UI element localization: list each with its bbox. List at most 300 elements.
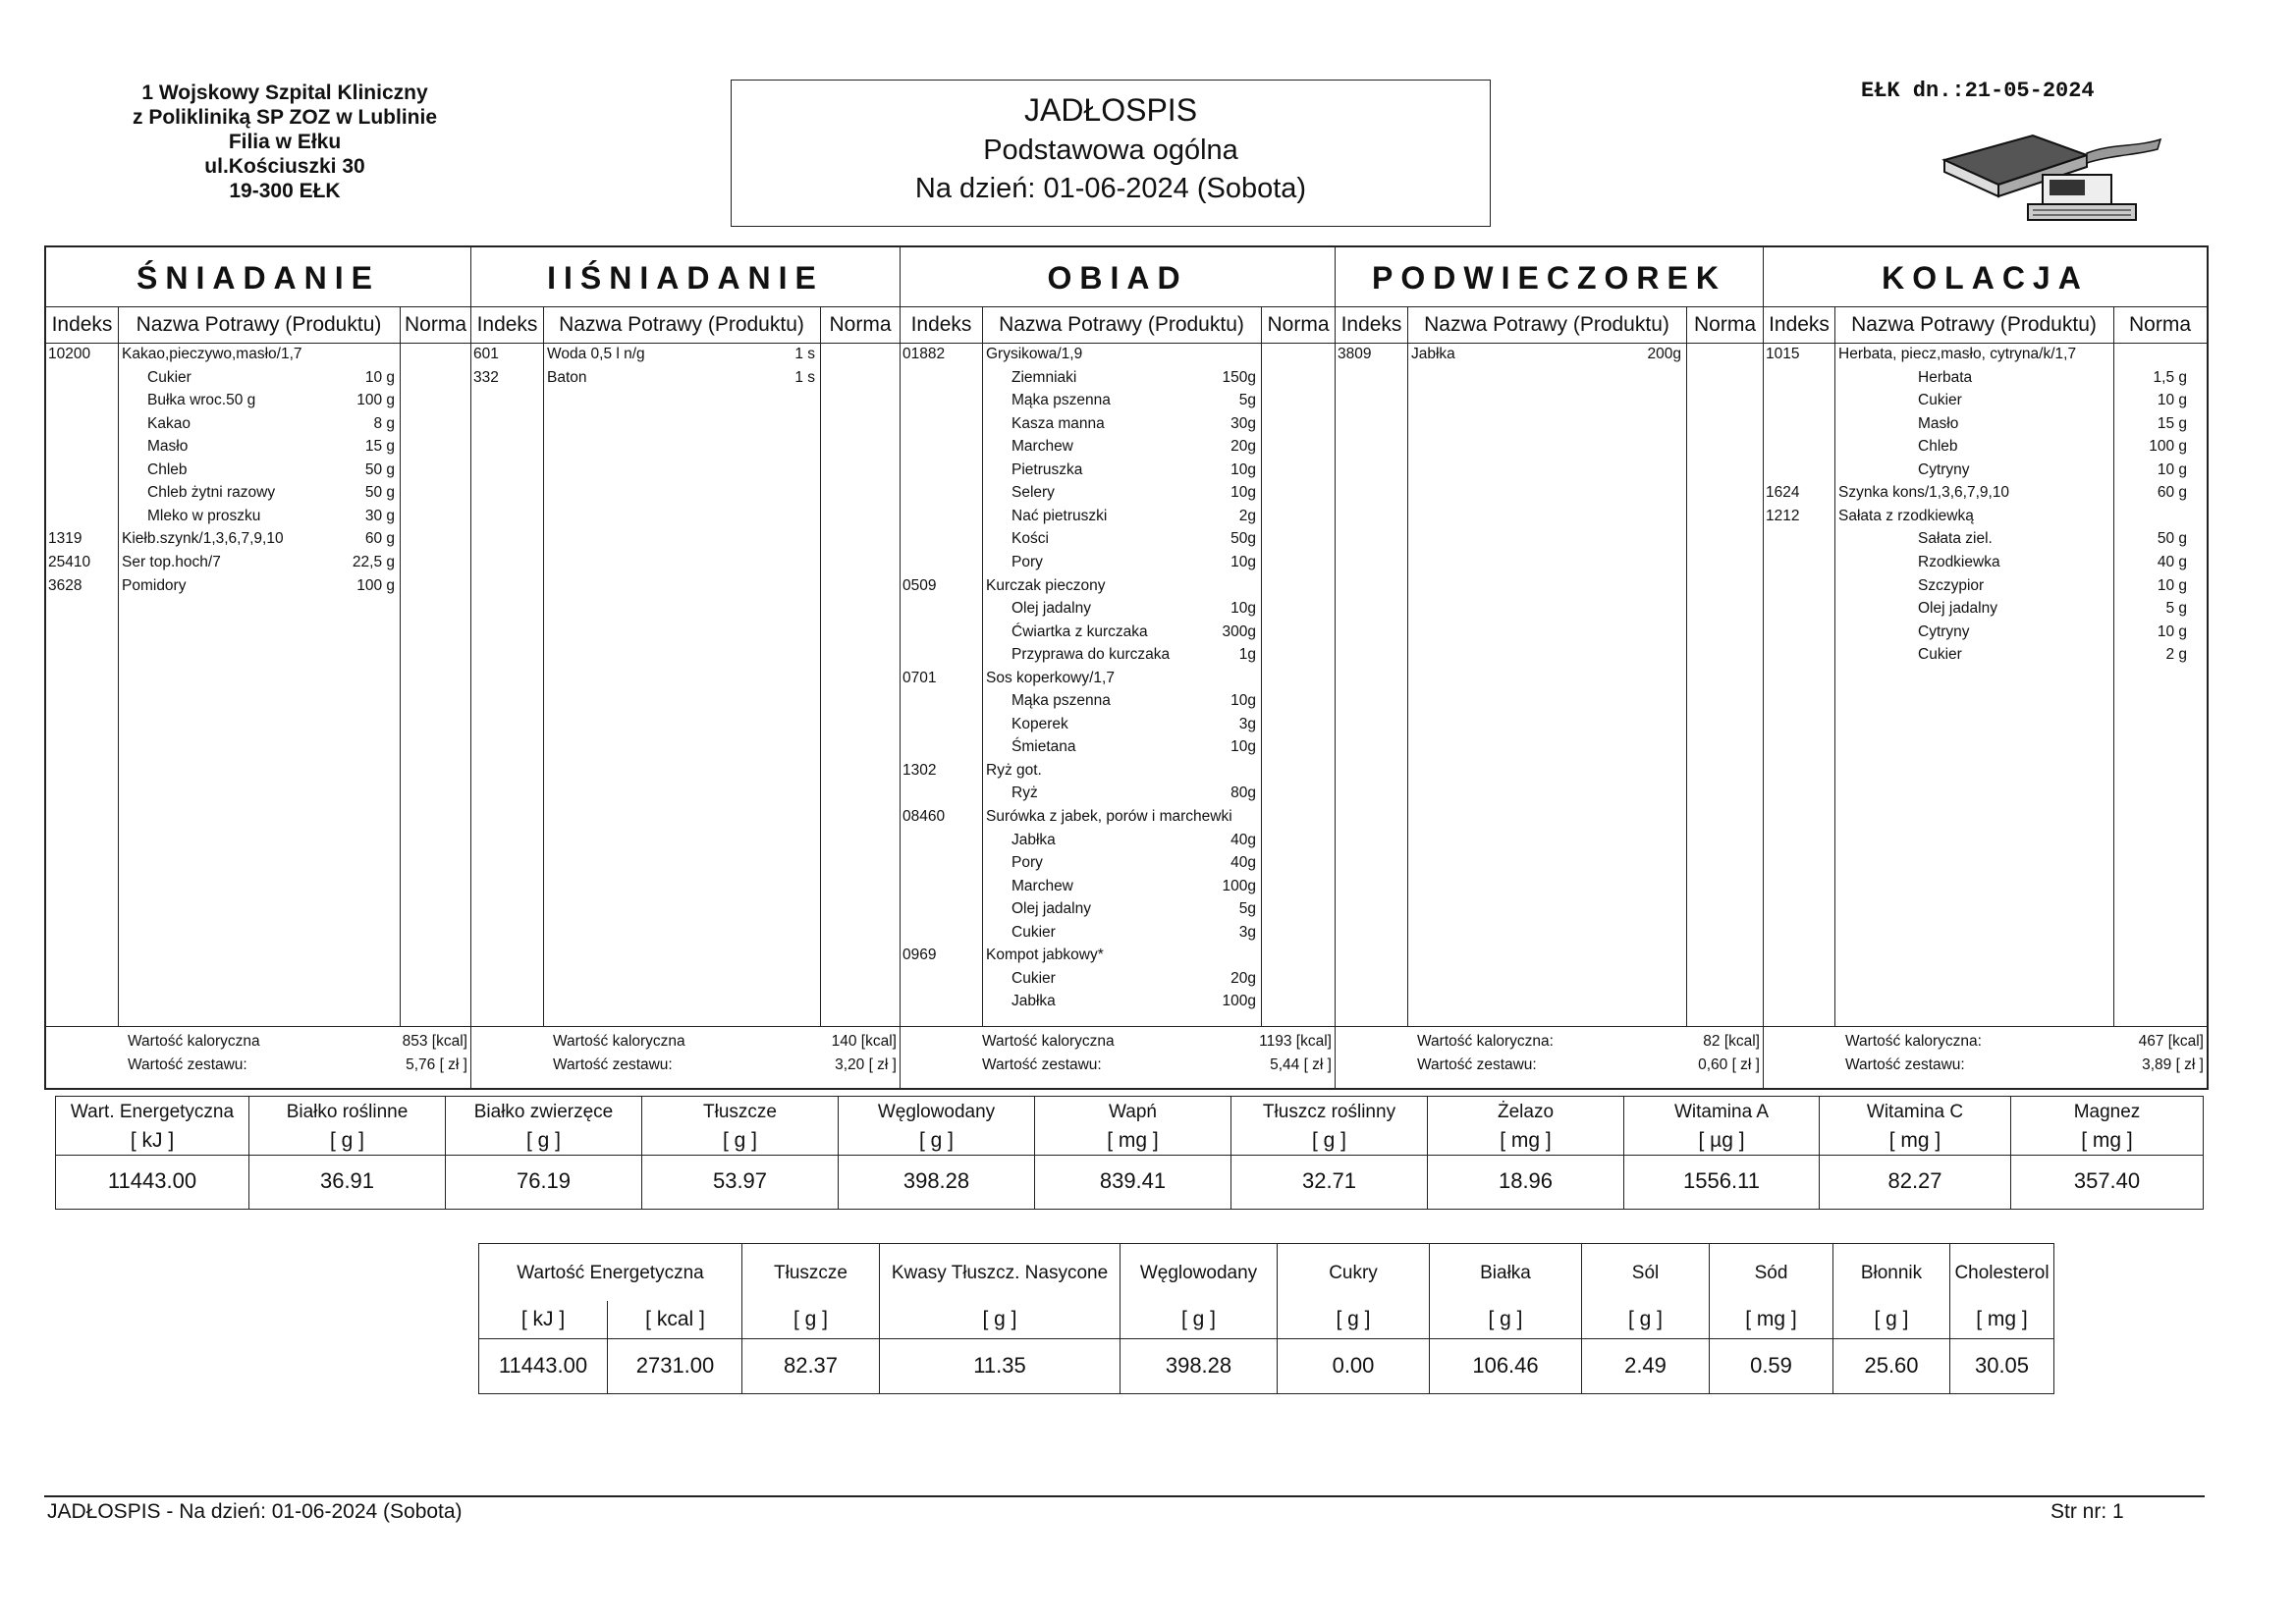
nutrient-unit: [ g ] bbox=[249, 1127, 445, 1156]
item-norm: 3g bbox=[1238, 716, 1256, 732]
hospital-line: z Polikliniką SP ZOZ w Lublinie bbox=[133, 106, 437, 129]
summary-column bbox=[1121, 1244, 1278, 1393]
item-name: Jabłka bbox=[1011, 832, 1056, 848]
menu-item-row bbox=[901, 967, 1335, 990]
menu-item-row bbox=[901, 366, 1335, 389]
norm-header: Norma bbox=[404, 313, 466, 336]
item-index: 01882 bbox=[902, 346, 946, 362]
calorie-value: 82 [kcal] bbox=[1703, 1033, 1760, 1050]
item-name: Przyprawa do kurczaka bbox=[1011, 646, 1171, 663]
cost-value: 0,60 [ zł ] bbox=[1698, 1056, 1760, 1073]
computer-clipart-icon bbox=[1940, 126, 2165, 224]
summary-unit: [ g ] bbox=[1430, 1301, 1581, 1339]
item-norm: 1g bbox=[1238, 646, 1256, 663]
nutrient-unit: [ g ] bbox=[642, 1127, 838, 1156]
issue-date-stamp: EŁK dn.:21-05-2024 bbox=[1861, 79, 2095, 103]
item-norm: 15 g bbox=[364, 438, 395, 455]
summary-column bbox=[1430, 1244, 1582, 1393]
document-title: JADŁOSPIS bbox=[1023, 92, 1198, 128]
menu-item-row bbox=[1764, 459, 2207, 481]
item-name: Marchew bbox=[1011, 438, 1073, 455]
menu-item-row bbox=[471, 366, 900, 389]
nutrient-column bbox=[446, 1097, 642, 1209]
item-name: Ryż bbox=[1011, 784, 1038, 801]
summary-unit: [ mg ] bbox=[1950, 1301, 2053, 1339]
summary-label: Błonnik bbox=[1860, 1263, 1923, 1283]
item-name: Masło bbox=[147, 438, 189, 455]
summary-column bbox=[880, 1244, 1121, 1393]
summary-value: 0.00 bbox=[1332, 1353, 1375, 1378]
item-norm: 200g bbox=[1647, 346, 1681, 362]
summary-label: Białka bbox=[1480, 1263, 1531, 1283]
summary-label: Węglowodany bbox=[1139, 1263, 1258, 1283]
item-name: Sałata ziel. bbox=[1918, 530, 1993, 547]
item-name: Pory bbox=[1011, 854, 1043, 871]
footer-divider bbox=[44, 1495, 2205, 1497]
summary-value: 2.49 bbox=[1624, 1353, 1667, 1378]
item-norm: 5g bbox=[1238, 392, 1256, 408]
nutrient-value: 11443.00 bbox=[107, 1168, 197, 1193]
menu-item-row bbox=[1764, 551, 2207, 573]
menu-item-row bbox=[46, 389, 470, 411]
menu-item-row bbox=[901, 851, 1335, 874]
meal-title: IIŚNIADANIE bbox=[471, 247, 900, 307]
item-name: Chleb bbox=[1918, 438, 1958, 455]
nutrient-unit: [ mg ] bbox=[1035, 1127, 1230, 1156]
summary-column bbox=[1582, 1244, 1710, 1393]
item-norm: 40g bbox=[1230, 854, 1256, 871]
menu-item-row bbox=[901, 412, 1335, 435]
summary-column bbox=[1833, 1244, 1950, 1393]
nutrient-column bbox=[56, 1097, 249, 1209]
calorie-label: Wartość kaloryczna bbox=[553, 1033, 685, 1050]
nutrient-unit: [ g ] bbox=[446, 1127, 641, 1156]
nutrient-value: 839.41 bbox=[1099, 1168, 1167, 1193]
calorie-label: Wartość kaloryczna bbox=[982, 1033, 1115, 1050]
index-header: Indeks bbox=[1769, 313, 1830, 336]
column-headers bbox=[1764, 307, 2207, 344]
hospital-line: Filia w Ełku bbox=[228, 131, 342, 153]
meal-title: ŚNIADANIE bbox=[46, 247, 470, 307]
item-norm: 10g bbox=[1230, 600, 1256, 617]
item-name: Chleb bbox=[147, 461, 188, 478]
summary-unit: [ g ] bbox=[1278, 1301, 1429, 1339]
summary-column bbox=[1278, 1244, 1430, 1393]
item-norm: 1 s bbox=[794, 346, 815, 362]
menu-item-row bbox=[1764, 597, 2207, 620]
menu-item-row bbox=[901, 667, 1335, 689]
meal-totals bbox=[1764, 1026, 2207, 1089]
menu-item-row bbox=[1764, 481, 2207, 504]
menu-item-row bbox=[1764, 505, 2207, 527]
item-norm: 10 g bbox=[2157, 392, 2187, 408]
item-norm: 10g bbox=[1230, 461, 1256, 478]
nutrient-label: Żelazo bbox=[1497, 1102, 1555, 1122]
cost-value: 5,44 [ zł ] bbox=[1270, 1056, 1332, 1073]
name-header: Nazwa Potrawy (Produktu) bbox=[559, 313, 804, 336]
meal-totals bbox=[46, 1026, 470, 1089]
item-name: Surówka z jabek, porów i marchewki bbox=[986, 808, 1232, 825]
item-name: Olej jadalny bbox=[1011, 900, 1091, 917]
menu-item-row bbox=[901, 597, 1335, 620]
item-name: Cytryny bbox=[1918, 461, 1970, 478]
item-name: Herbata, piecz,masło, cytryna/k/1,7 bbox=[1838, 346, 2077, 362]
meal-totals bbox=[471, 1026, 900, 1089]
menu-item-row bbox=[46, 412, 470, 435]
menu-item-row bbox=[901, 643, 1335, 666]
meal-items bbox=[1764, 343, 2207, 1015]
item-name: Koperek bbox=[1011, 716, 1068, 732]
cost-label: Wartość zestawu: bbox=[982, 1056, 1102, 1073]
item-norm: 150g bbox=[1222, 369, 1256, 386]
item-name: Marchew bbox=[1011, 878, 1073, 894]
item-name: Kiełb.szynk/1,3,6,7,9,10 bbox=[122, 530, 284, 547]
nutrient-column bbox=[1624, 1097, 1820, 1209]
item-name: Kasza manna bbox=[1011, 415, 1105, 432]
item-index: 08460 bbox=[902, 808, 946, 825]
item-name: Sos koperkowy/1,7 bbox=[986, 670, 1115, 686]
menu-item-row bbox=[1764, 527, 2207, 550]
summary-unit: [ g ] bbox=[1121, 1301, 1277, 1339]
item-norm: 40 g bbox=[2157, 554, 2187, 570]
item-index: 0969 bbox=[902, 947, 937, 963]
calorie-value: 1193 [kcal] bbox=[1259, 1033, 1332, 1050]
item-norm: 10g bbox=[1230, 692, 1256, 709]
item-norm: 30 g bbox=[364, 508, 395, 524]
item-index: 1015 bbox=[1766, 346, 1800, 362]
item-name: Olej jadalny bbox=[1011, 600, 1091, 617]
hospital-line: ul.Kościuszki 30 bbox=[204, 155, 365, 178]
item-norm: 50 g bbox=[364, 461, 395, 478]
hospital-line: 19-300 EŁK bbox=[229, 180, 341, 202]
item-index: 25410 bbox=[48, 554, 91, 570]
item-name: Kakao bbox=[147, 415, 191, 432]
item-name: Pietruszka bbox=[1011, 461, 1083, 478]
nutrient-value: 1556.11 bbox=[1683, 1168, 1760, 1193]
nutrient-label: Magnez bbox=[2073, 1102, 2141, 1122]
nutrient-label: Wapń bbox=[1109, 1102, 1157, 1122]
summary-value: 0.59 bbox=[1750, 1353, 1792, 1378]
nutrient-label: Tłuszcz roślinny bbox=[1262, 1102, 1396, 1122]
item-name: Jabłka bbox=[1011, 993, 1056, 1009]
meal-title: KOLACJA bbox=[1764, 247, 2207, 307]
item-index: 0509 bbox=[902, 577, 937, 594]
nutrient-column bbox=[1820, 1097, 2011, 1209]
item-norm: 300g bbox=[1222, 623, 1256, 640]
nutrient-label: Witamina A bbox=[1673, 1102, 1770, 1122]
summary-label: Kwasy Tłuszcz. Nasycone bbox=[891, 1263, 1109, 1283]
nutrient-label: Tłuszcze bbox=[703, 1102, 777, 1122]
menu-item-row bbox=[1764, 389, 2207, 411]
item-name: Cukier bbox=[147, 369, 191, 386]
menu-item-row bbox=[901, 505, 1335, 527]
menu-item-row bbox=[46, 574, 470, 597]
item-name: Woda 0,5 l n/g bbox=[547, 346, 645, 362]
item-norm: 3g bbox=[1238, 924, 1256, 941]
nutrient-label: Wart. Energetyczna bbox=[70, 1102, 235, 1122]
norm-header: Norma bbox=[2128, 313, 2191, 336]
item-name: Bułka wroc.50 g bbox=[147, 392, 256, 408]
column-headers bbox=[901, 307, 1335, 344]
summary-unit: [ g ] bbox=[1582, 1301, 1709, 1339]
energy-label: Wartość Energetyczna bbox=[517, 1263, 704, 1283]
norm-header: Norma bbox=[1267, 313, 1330, 336]
energy-kj-unit: [ kJ ] bbox=[479, 1301, 607, 1339]
energy-kcal-unit: [ kcal ] bbox=[608, 1301, 742, 1339]
menu-item-row bbox=[46, 435, 470, 458]
item-norm: 50 g bbox=[364, 484, 395, 501]
menu-item-row bbox=[1764, 621, 2207, 643]
item-name: Cukier bbox=[1011, 924, 1056, 941]
meal-items bbox=[471, 343, 900, 1015]
meal-column bbox=[1336, 247, 1764, 1088]
menu-item-row bbox=[46, 481, 470, 504]
summary-column bbox=[1710, 1244, 1833, 1393]
nutrient-table bbox=[55, 1096, 2204, 1210]
item-index: 1319 bbox=[48, 530, 82, 547]
menu-item-row bbox=[901, 459, 1335, 481]
item-norm: 100 g bbox=[356, 577, 395, 594]
item-name: Sałata z rzodkiewką bbox=[1838, 508, 1974, 524]
nutrient-unit: [ µg ] bbox=[1624, 1127, 1819, 1156]
menu-item-row bbox=[901, 829, 1335, 851]
summary-value: 25.60 bbox=[1864, 1353, 1919, 1378]
menu-item-row bbox=[46, 527, 470, 550]
summary-column bbox=[1950, 1244, 2053, 1393]
menu-item-row bbox=[1764, 435, 2207, 458]
item-name: Baton bbox=[547, 369, 587, 386]
item-norm: 10g bbox=[1230, 554, 1256, 570]
summary-value: 11.35 bbox=[973, 1353, 1026, 1378]
energy-kcal-cell bbox=[608, 1301, 742, 1393]
menu-item-row bbox=[901, 921, 1335, 944]
calorie-value: 140 [kcal] bbox=[831, 1033, 897, 1050]
item-name: Nać pietruszki bbox=[1011, 508, 1108, 524]
menu-item-row bbox=[901, 574, 1335, 597]
index-header: Indeks bbox=[476, 313, 538, 336]
calorie-value: 853 [kcal] bbox=[402, 1033, 467, 1050]
item-name: Rzodkiewka bbox=[1918, 554, 2000, 570]
nutrient-value: 53.97 bbox=[712, 1168, 768, 1193]
menu-item-row bbox=[471, 343, 900, 365]
item-norm: 50 g bbox=[2157, 530, 2187, 547]
meal-column bbox=[901, 247, 1336, 1088]
item-norm: 10 g bbox=[2157, 577, 2187, 594]
item-name: Cukier bbox=[1918, 392, 1962, 408]
cost-label: Wartość zestawu: bbox=[553, 1056, 673, 1073]
item-name: Kakao,pieczywo,masło/1,7 bbox=[122, 346, 302, 362]
diet-name: Podstawowa ogólna bbox=[983, 135, 1238, 166]
item-index: 0701 bbox=[902, 670, 937, 686]
summary-unit: [ g ] bbox=[880, 1301, 1120, 1339]
item-norm: 40g bbox=[1230, 832, 1256, 848]
menu-item-row bbox=[901, 389, 1335, 411]
nutrient-label: Białko roślinne bbox=[286, 1102, 409, 1122]
name-header: Nazwa Potrawy (Produktu) bbox=[1851, 313, 2097, 336]
column-headers bbox=[46, 307, 470, 344]
menu-item-row bbox=[901, 527, 1335, 550]
nutrient-column bbox=[1231, 1097, 1428, 1209]
cost-value: 5,76 [ zł ] bbox=[406, 1056, 467, 1073]
norm-header: Norma bbox=[829, 313, 892, 336]
item-index: 3809 bbox=[1338, 346, 1372, 362]
item-norm: 15 g bbox=[2157, 415, 2187, 432]
nutrient-column bbox=[249, 1097, 446, 1209]
nutrient-value: 82.27 bbox=[1887, 1168, 1942, 1193]
menu-item-row bbox=[901, 435, 1335, 458]
nutrient-unit: [ mg ] bbox=[1428, 1127, 1623, 1156]
cost-label: Wartość zestawu: bbox=[1417, 1056, 1537, 1073]
item-norm: 8 g bbox=[373, 415, 395, 432]
summary-unit: [ mg ] bbox=[1710, 1301, 1832, 1339]
item-name: Ryż got. bbox=[986, 762, 1042, 779]
summary-label: Cholesterol bbox=[1954, 1263, 2050, 1283]
index-header: Indeks bbox=[1340, 313, 1402, 336]
item-norm: 60 g bbox=[2157, 484, 2187, 501]
menu-item-row bbox=[901, 875, 1335, 897]
item-norm: 100 g bbox=[356, 392, 395, 408]
menu-date: Na dzień: 01-06-2024 (Sobota) bbox=[914, 173, 1307, 204]
item-norm: 30g bbox=[1230, 415, 1256, 432]
item-name: Ziemniaki bbox=[1011, 369, 1077, 386]
nutrient-value: 76.19 bbox=[516, 1168, 572, 1193]
menu-item-row bbox=[1764, 574, 2207, 597]
column-headers bbox=[1336, 307, 1763, 344]
energy-kj-cell bbox=[479, 1301, 608, 1393]
item-norm: 80g bbox=[1230, 784, 1256, 801]
meal-column bbox=[1764, 247, 2207, 1088]
meal-column bbox=[46, 247, 471, 1088]
summary-value: 82.37 bbox=[783, 1353, 839, 1378]
nutrient-unit: [ g ] bbox=[839, 1127, 1034, 1156]
item-norm: 10 g bbox=[2157, 623, 2187, 640]
nutrient-value: 398.28 bbox=[902, 1168, 970, 1193]
summary-label: Sól bbox=[1631, 1263, 1660, 1283]
item-name: Cukier bbox=[1011, 970, 1056, 987]
footer-title: JADŁOSPIS - Na dzień: 01-06-2024 (Sobota) bbox=[47, 1500, 463, 1523]
summary-value: 30.05 bbox=[1974, 1353, 2030, 1378]
item-name: Szynka kons/1,3,6,7,9,10 bbox=[1838, 484, 2010, 501]
item-name: Kompot jabkowy* bbox=[986, 947, 1104, 963]
menu-item-row bbox=[901, 713, 1335, 735]
summary-value: 398.28 bbox=[1165, 1353, 1232, 1378]
energy-column bbox=[479, 1244, 742, 1393]
meal-items bbox=[901, 343, 1335, 1015]
item-norm: 60 g bbox=[364, 530, 395, 547]
nutrient-unit: [ g ] bbox=[1231, 1127, 1427, 1156]
nutrient-unit: [ kJ ] bbox=[56, 1127, 248, 1156]
menu-item-row bbox=[901, 481, 1335, 504]
item-norm: 5 g bbox=[2165, 600, 2187, 617]
item-name: Ćwiartka z kurczaka bbox=[1011, 623, 1148, 640]
item-norm: 100g bbox=[1222, 993, 1256, 1009]
cost-value: 3,20 [ zł ] bbox=[835, 1056, 897, 1073]
energy-kj-value: 11443.00 bbox=[498, 1353, 588, 1378]
summary-nutrition-table bbox=[478, 1243, 2054, 1394]
item-norm: 2 g bbox=[2165, 646, 2187, 663]
item-name: Olej jadalny bbox=[1918, 600, 1997, 617]
item-name: Kurczak pieczony bbox=[986, 577, 1106, 594]
nutrient-column bbox=[1035, 1097, 1231, 1209]
item-name: Grysikowa/1,9 bbox=[986, 346, 1083, 362]
meal-items bbox=[1336, 343, 1763, 1015]
summary-unit: [ g ] bbox=[1833, 1301, 1949, 1339]
column-headers bbox=[471, 307, 900, 344]
nutrient-value: 357.40 bbox=[2073, 1168, 2141, 1193]
norm-header: Norma bbox=[1693, 313, 1756, 336]
meal-totals bbox=[901, 1026, 1335, 1089]
summary-label: Sód bbox=[1754, 1263, 1788, 1283]
meal-items bbox=[46, 343, 470, 1015]
item-norm: 50g bbox=[1230, 530, 1256, 547]
menu-item-row bbox=[901, 759, 1335, 782]
menu-item-row bbox=[901, 551, 1335, 573]
summary-label: Cukry bbox=[1329, 1263, 1378, 1283]
item-norm: 10 g bbox=[2157, 461, 2187, 478]
item-norm: 1 s bbox=[794, 369, 815, 386]
menu-item-row bbox=[46, 366, 470, 389]
nutrient-unit: [ mg ] bbox=[2011, 1127, 2203, 1156]
item-norm: 1,5 g bbox=[2153, 369, 2187, 386]
meal-title: OBIAD bbox=[901, 247, 1335, 307]
menu-item-row bbox=[1764, 366, 2207, 389]
menu-item-row bbox=[46, 551, 470, 573]
item-norm: 10 g bbox=[364, 369, 395, 386]
item-index: 1624 bbox=[1766, 484, 1800, 501]
nutrient-column bbox=[642, 1097, 839, 1209]
item-index: 1302 bbox=[902, 762, 937, 779]
summary-label: Tłuszcze bbox=[774, 1263, 847, 1283]
item-norm: 20g bbox=[1230, 438, 1256, 455]
summary-value: 106.46 bbox=[1472, 1353, 1539, 1378]
name-header: Nazwa Potrawy (Produktu) bbox=[1424, 313, 1669, 336]
menu-item-row bbox=[901, 990, 1335, 1012]
menu-item-row bbox=[901, 735, 1335, 758]
item-name: Chleb żytni razowy bbox=[147, 484, 276, 501]
item-name: Śmietana bbox=[1011, 738, 1076, 755]
item-name: Mąka pszenna bbox=[1011, 392, 1111, 408]
nutrient-value: 32.71 bbox=[1301, 1168, 1357, 1193]
item-norm: 100 g bbox=[2149, 438, 2187, 455]
cost-value: 3,89 [ zł ] bbox=[2142, 1056, 2204, 1073]
menu-item-row bbox=[46, 505, 470, 527]
item-name: Szczypior bbox=[1918, 577, 1985, 594]
item-name: Selery bbox=[1011, 484, 1055, 501]
meal-totals bbox=[1336, 1026, 1763, 1089]
menu-item-row bbox=[901, 944, 1335, 966]
item-name: Jabłka bbox=[1411, 346, 1455, 362]
item-index: 3628 bbox=[48, 577, 82, 594]
item-name: Herbata bbox=[1918, 369, 1973, 386]
calorie-label: Wartość kaloryczna bbox=[128, 1033, 260, 1050]
cost-label: Wartość zestawu: bbox=[1845, 1056, 1965, 1073]
item-norm: 10g bbox=[1230, 484, 1256, 501]
item-name: Masło bbox=[1918, 415, 1959, 432]
nutrient-column bbox=[839, 1097, 1035, 1209]
name-header: Nazwa Potrawy (Produktu) bbox=[999, 313, 1244, 336]
item-name: Cytryny bbox=[1918, 623, 1970, 640]
item-name: Pory bbox=[1011, 554, 1043, 570]
menu-item-row bbox=[901, 805, 1335, 828]
menu-item-row bbox=[901, 782, 1335, 804]
menu-item-row bbox=[1764, 412, 2207, 435]
energy-kcal-value: 2731.00 bbox=[635, 1353, 715, 1378]
menu-item-row bbox=[901, 343, 1335, 365]
item-index: 10200 bbox=[48, 346, 91, 362]
hospital-address bbox=[69, 81, 501, 203]
nutrient-label: Białko zwierzęce bbox=[473, 1102, 614, 1122]
item-norm: 2g bbox=[1238, 508, 1256, 524]
